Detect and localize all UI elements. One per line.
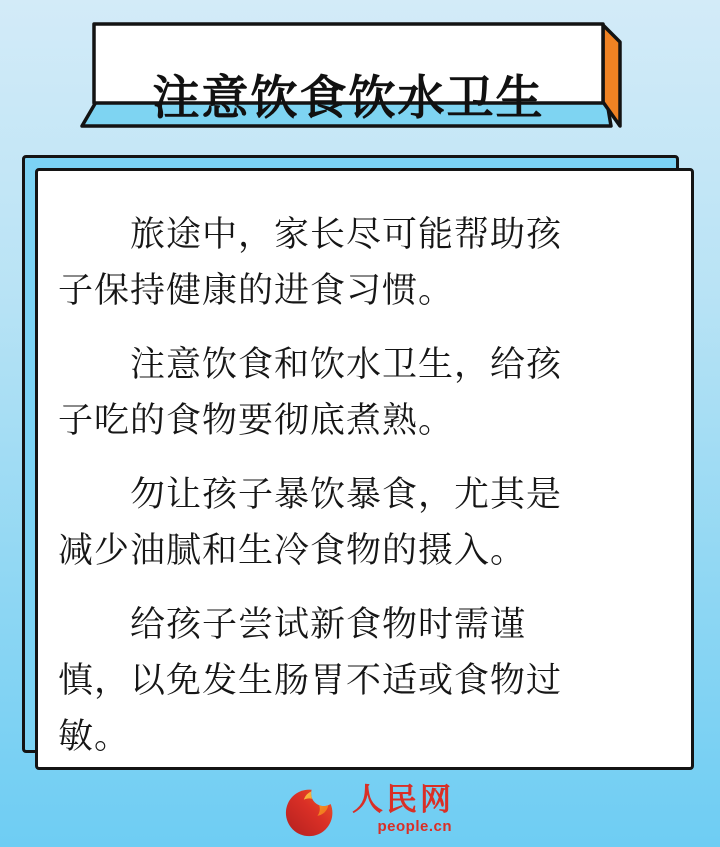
paragraph-food-hygiene <box>58 337 671 449</box>
page-title: 注意饮食饮水卫生 <box>152 71 545 125</box>
people-cn-wordmark <box>352 783 454 835</box>
paragraph-line: 敏。 <box>58 717 131 756</box>
paragraph-no-overeating <box>58 467 671 579</box>
paragraph-line: 旅途中，家长尽可能帮助孩 <box>130 215 563 254</box>
paragraph-line: 勿让孩子暴饮暴食，尤其是 <box>130 475 563 514</box>
logo-text-cn: 人民网 <box>352 782 454 817</box>
paragraph-line: 注意饮食和饮水卫生，给孩 <box>130 345 563 384</box>
paragraph-line: 子保持健康的进食习惯。 <box>58 271 455 310</box>
paragraph-line: 慎，以免发生肠胃不适或食物过 <box>58 661 563 700</box>
paragraph-new-food-caution <box>58 597 671 765</box>
content-card <box>35 168 694 770</box>
people-cn-swoosh-icon <box>283 778 345 840</box>
logo-text-en: people.cn <box>377 818 452 835</box>
paragraph-line: 给孩子尝试新食物时需谨 <box>130 605 527 644</box>
paragraph-line: 子吃的食物要彻底煮熟。 <box>58 401 455 440</box>
paragraph-travel-habits <box>58 207 671 319</box>
people-cn-logo <box>283 777 454 841</box>
paragraph-line: 减少油腻和生冷食物的摄入。 <box>58 531 527 570</box>
